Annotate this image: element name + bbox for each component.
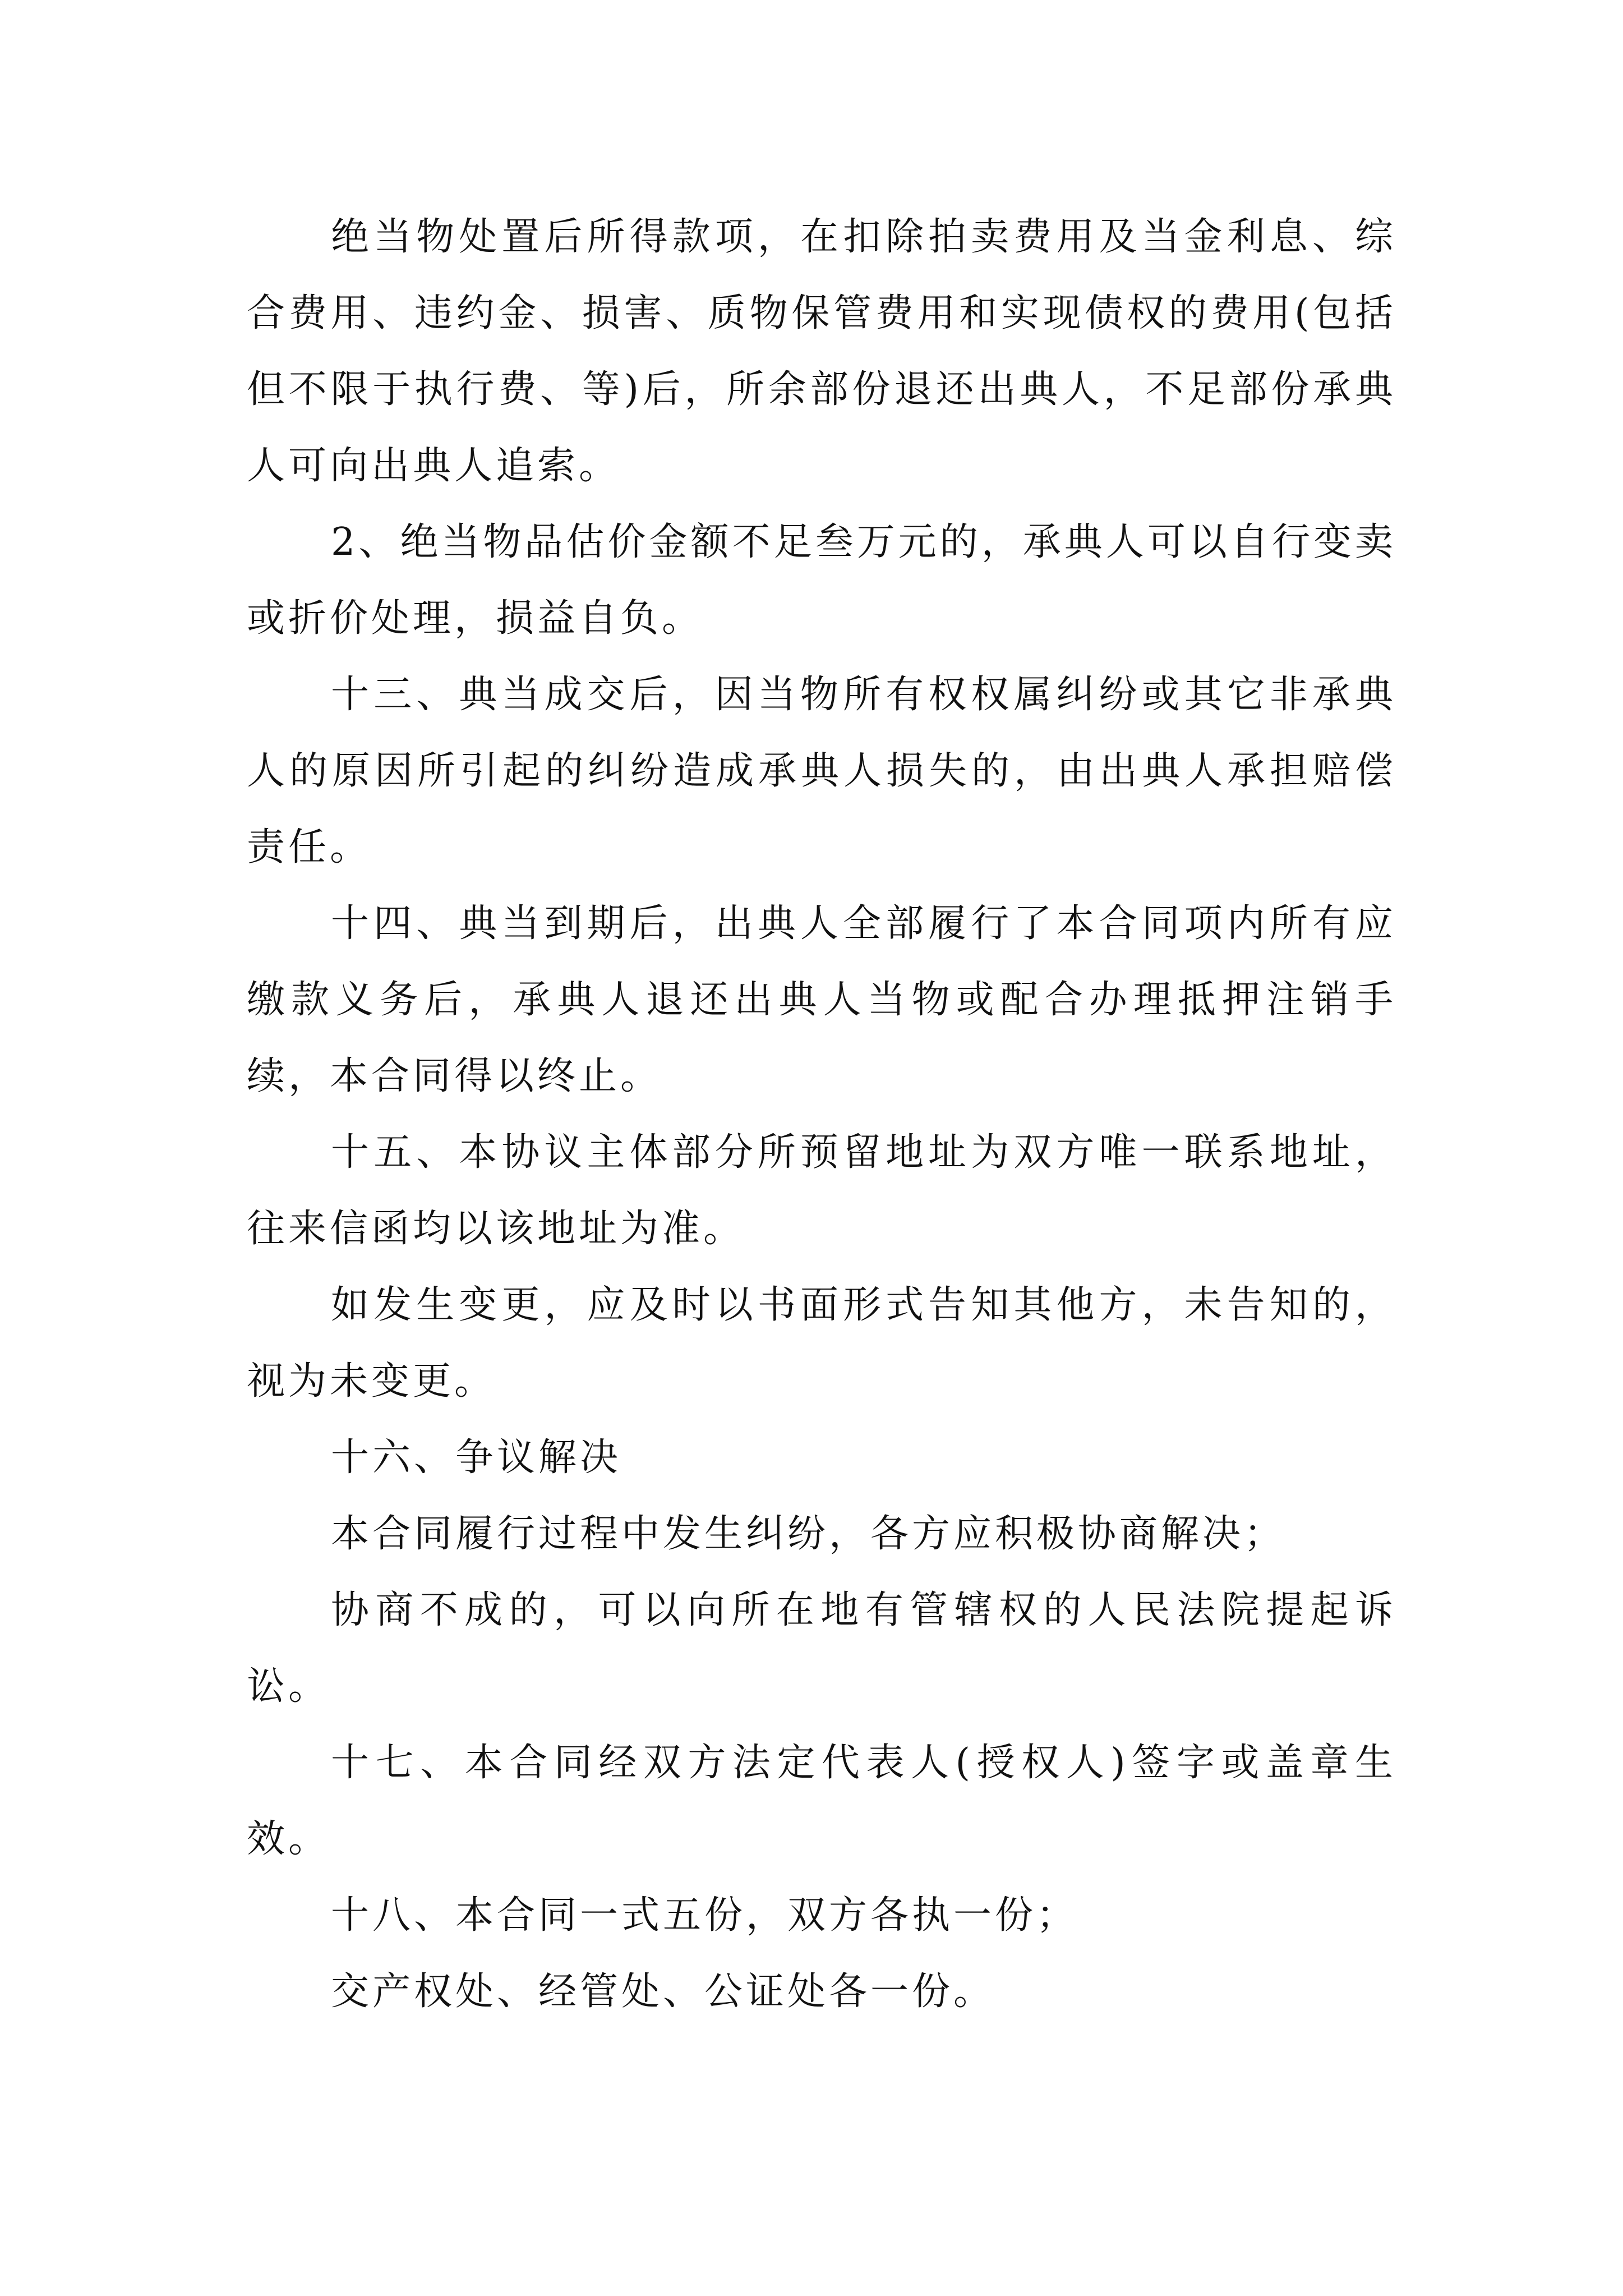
paragraph-clause-16-litigation: 协商不成的，可以向所在地有管辖权的人民法院提起诉讼。 <box>247 1588 1396 1709</box>
paragraph-clause-18: 十八、本合同一式五份，双方各执一份； <box>331 1893 1078 1938</box>
paragraph-clause-14: 十四、典当到期后，出典人全部履行了本合同项内所有应缴款义务后，承典人退还出典人当物或配合办理抵押注销手续，本合同得以终止。 <box>247 901 1396 1098</box>
paragraph-clause-15: 十五、本协议主体部分所预留地址为双方唯一联系地址，往来信函均以该地址为准。 <box>247 1130 1396 1251</box>
paragraph-clause-15-change: 如发生变更，应及时以书面形式告知其他方，未告知的，视为未变更。 <box>247 1283 1396 1404</box>
paragraph-item-2: 2、绝当物品估价金额不足叁万元的，承典人可以自行变卖或折价处理，损益自负。 <box>247 520 1396 641</box>
paragraph-clause-17: 十七、本合同经双方法定代表人(授权人)签字或盖章生效。 <box>247 1741 1396 1861</box>
paragraph-clause-13: 十三、典当成交后，因当物所有权权属纠纷或其它非承典人的原因所引起的纠纷造成承典人损失的，由出典人承担赔偿责任。 <box>247 673 1396 869</box>
paragraph-disposal-proceeds: 绝当物处置后所得款项，在扣除拍卖费用及当金利息、综合费用、违约金、损害、质物保管费用和实现债权的费用(包括但不限于执行费、等)后，所余部份退还出典人，不足部份承典人可向出典人追索。 <box>247 215 1396 488</box>
paragraph-clause-18-distribution: 交产权处、经管处、公证处各一份。 <box>331 1970 995 2014</box>
paragraph-clause-16-negotiation: 本合同履行过程中发生纠纷，各方应积极协商解决； <box>331 1512 1286 1556</box>
paragraph-clause-16-heading: 十六、争议解决 <box>331 1435 622 1480</box>
document-body <box>247 199 1396 2030</box>
